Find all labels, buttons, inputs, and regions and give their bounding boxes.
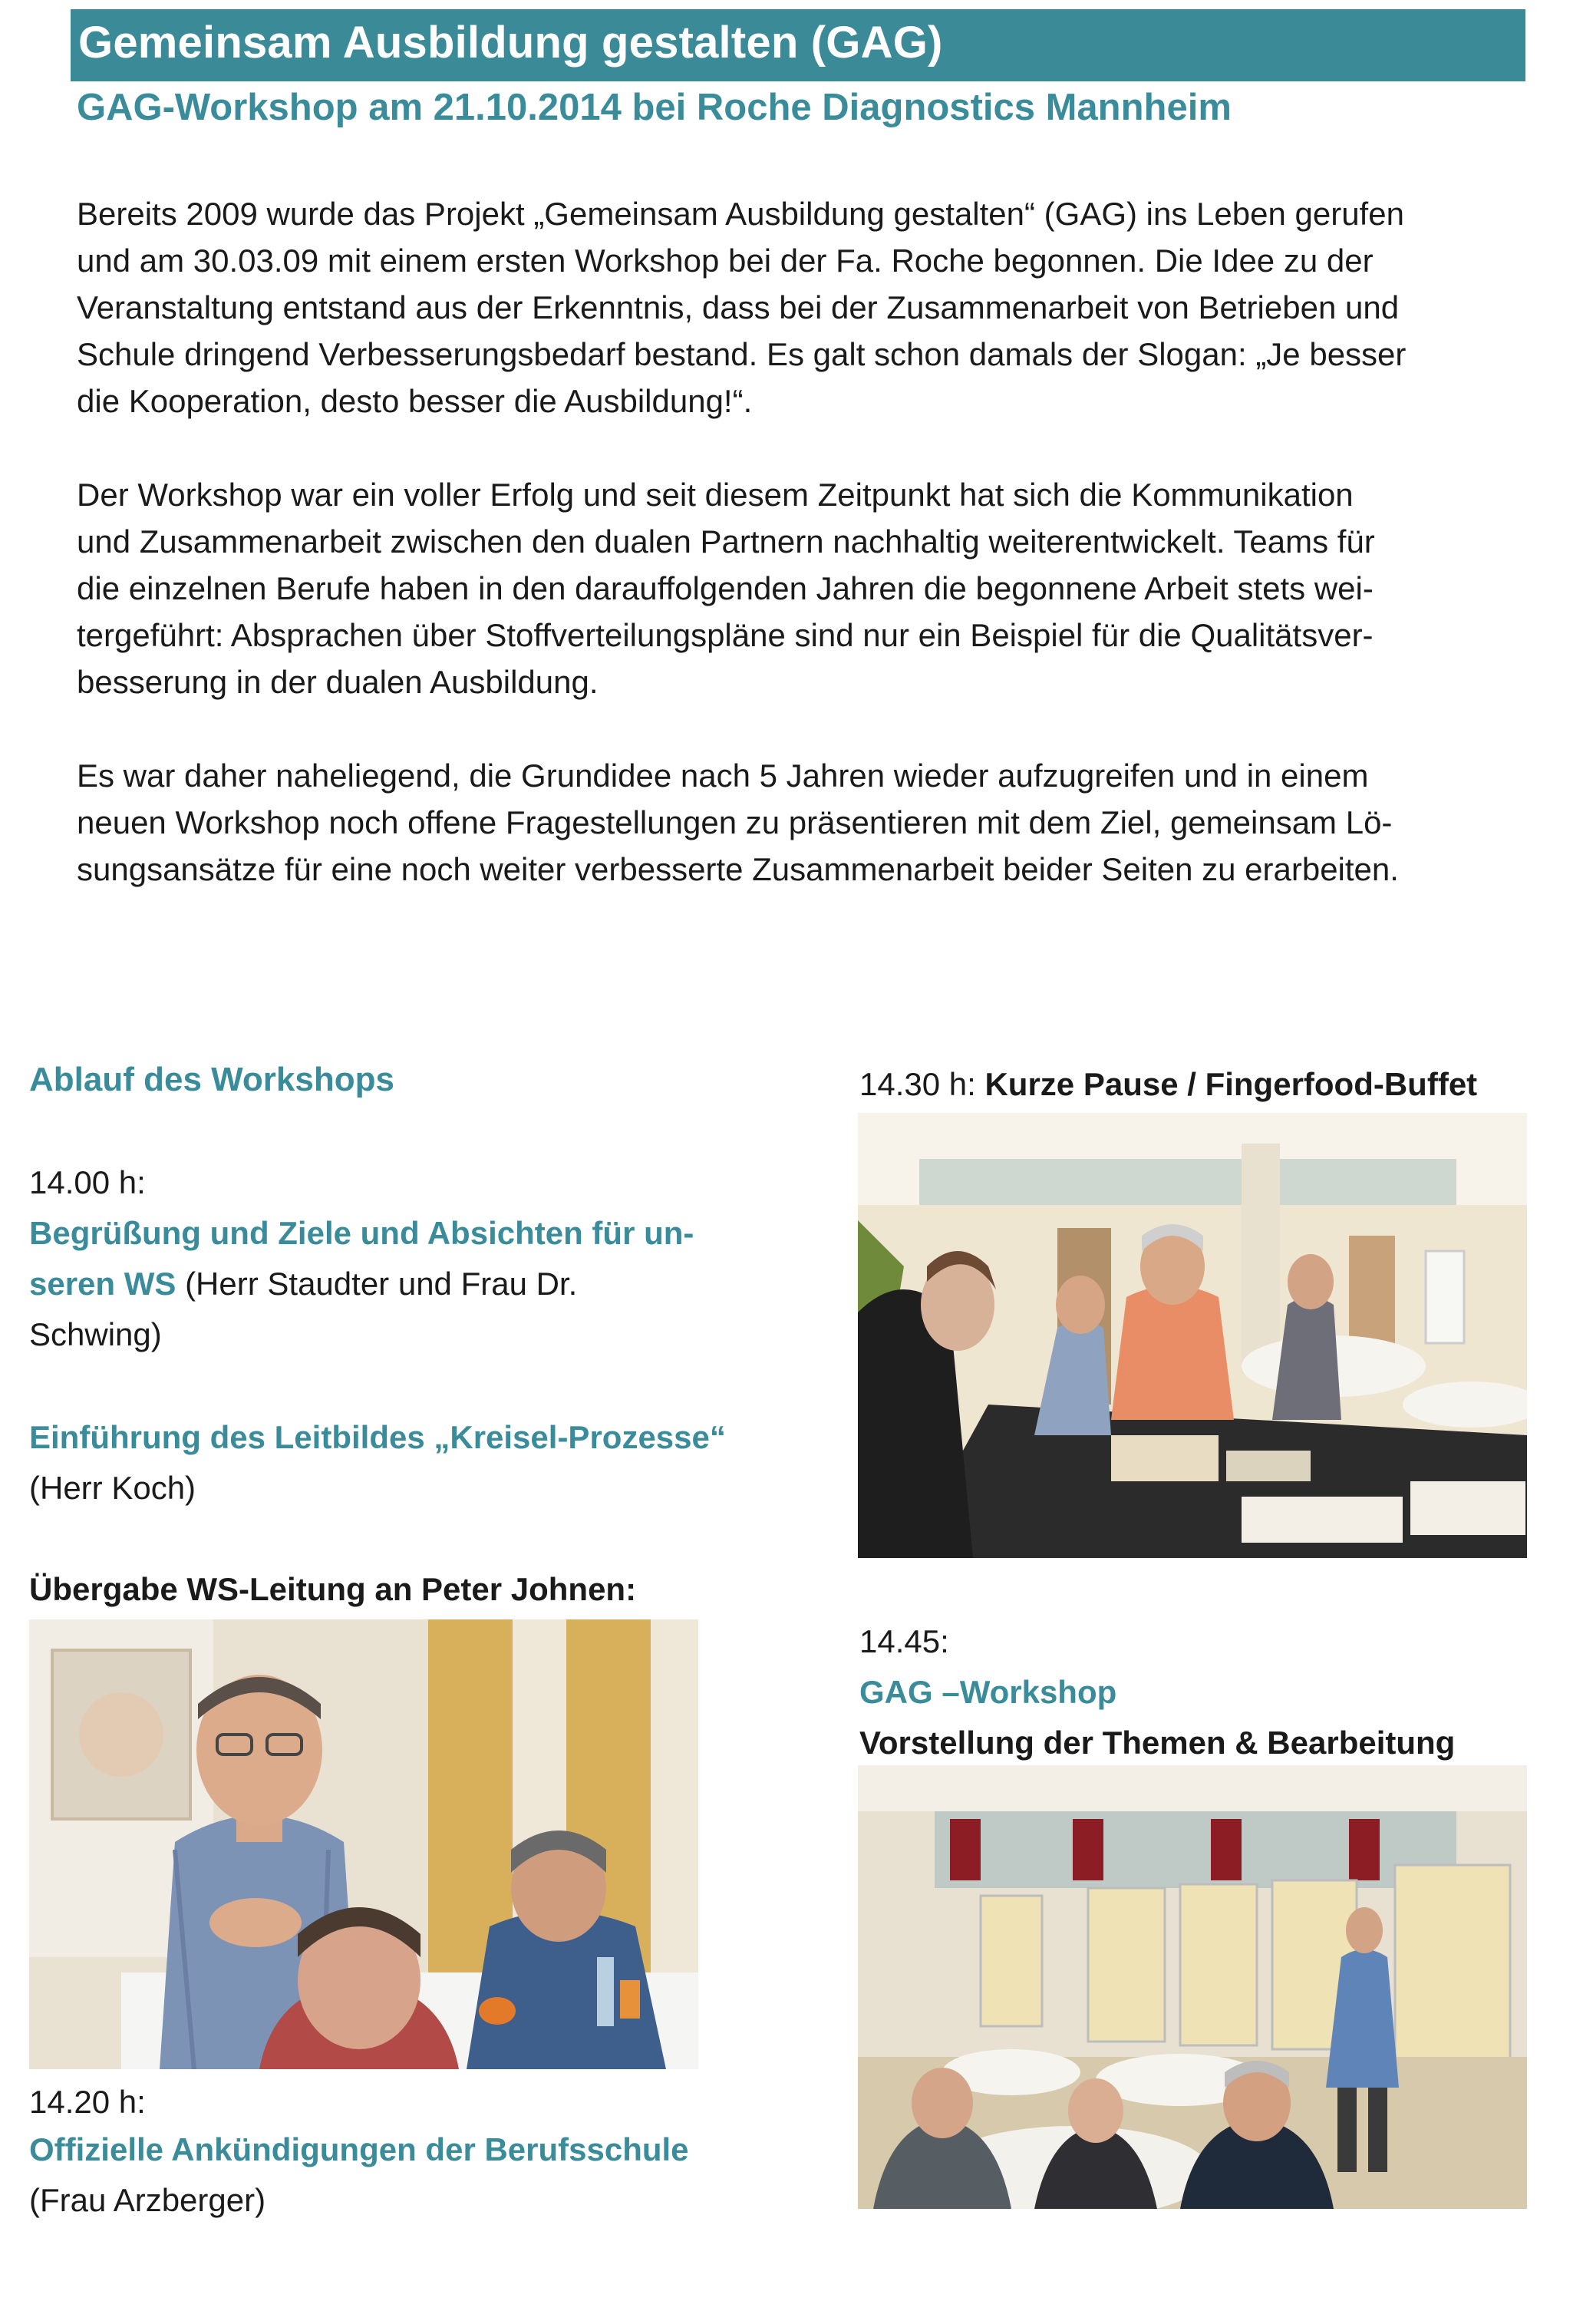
photo-workshop (858, 1765, 1527, 2209)
handover-label: Übergabe WS-Leitung an Peter Johnen: (29, 1571, 637, 1607)
photo-speaker-illustration (29, 1619, 698, 2069)
photo-speaker (29, 1619, 698, 2069)
workshop-title: GAG –Workshop (859, 1674, 1117, 1710)
page-title: Gemeinsam Ausbildung gestalten (GAG) (78, 18, 943, 68)
page-subtitle: GAG-Workshop am 21.10.2014 bei Roche Diagnostics Mannheim (77, 87, 1232, 128)
photo-buffet (858, 1113, 1527, 1558)
welcome-speakers-cont: Schwing) (29, 1316, 162, 1352)
leitbild-title: Einführung des Leitbildes „Kreisel-Prozesse“ (29, 1419, 726, 1455)
text-line: Veranstaltung entstand aus der Erkenntnis, dass bei der Zusammenarbeit von Betrieben und (77, 289, 1400, 325)
time-1445: 14.45: (859, 1623, 949, 1659)
workshop-subtitle: Vorstellung der Themen & Bearbeitung (859, 1725, 1456, 1761)
photo-workshop-illustration (858, 1765, 1527, 2209)
welcome-title-line1: Begrüßung und Ziele und Absichten für un- (29, 1215, 694, 1251)
intro-text (77, 190, 1535, 939)
agenda-item-workshop (859, 1667, 1550, 1768)
text-line: besserung in der dualen Ausbildung. (77, 664, 599, 700)
agenda-item-leitbild (29, 1412, 796, 1514)
photo-buffet-illustration (858, 1113, 1527, 1558)
text-line: Schule dringend Verbesserungsbedarf bestand. Es galt schon damals der Slogan: „Je besser (77, 336, 1407, 372)
welcome-speakers: (Herr Staudter und Frau Dr. (176, 1266, 578, 1302)
title-banner (71, 9, 1525, 81)
intro-paragraph-1 (77, 190, 1535, 424)
pause-title: Kurze Pause / Fingerfood-Buffet (984, 1066, 1478, 1102)
leitbild-speaker: (Herr Koch) (29, 1470, 196, 1506)
text-line: und Zusammenarbeit zwischen den dualen Partnern nachhaltig weiterentwickelt. Teams für (77, 523, 1375, 560)
time-1420: 14.20 h: (29, 2084, 146, 2120)
text-line: neuen Workshop noch offene Fragestellungen zu präsentieren mit dem Ziel, gemeinsam Lö- (77, 804, 1393, 840)
text-line: Bereits 2009 wurde das Projekt „Gemeinsam Ausbildung gestalten“ (GAG) ins Leben gerufen (77, 196, 1404, 232)
agenda-item-welcome (29, 1208, 796, 1360)
berufsschule-speaker: (Frau Arzberger) (29, 2182, 266, 2218)
text-line: sungsansätze für eine noch weiter verbesserte Zusammenarbeit beider Seiten zu erarbeiten. (77, 851, 1399, 887)
agenda-item-pause (859, 1059, 1477, 1110)
agenda-heading: Ablauf des Workshops (29, 1061, 394, 1098)
intro-paragraph-3 (77, 752, 1535, 893)
intro-paragraph-2 (77, 471, 1535, 705)
welcome-title-line2: seren WS (29, 1266, 176, 1302)
text-line: die Kooperation, desto besser die Ausbildung!“. (77, 383, 753, 419)
text-line: die einzelnen Berufe haben in den darauffolgenden Jahren die begonnene Arbeit stets wei- (77, 570, 1374, 606)
text-line: Es war daher naheliegend, die Grundidee nach 5 Jahren wieder aufzugreifen und in einem (77, 758, 1369, 794)
text-line: und am 30.03.09 mit einem ersten Workshop bei der Fa. Roche begonnen. Die Idee zu der (77, 243, 1374, 279)
text-line: tergeführt: Absprachen über Stoffverteilungspläne sind nur ein Beispiel für die Qualitätsver- (77, 617, 1374, 653)
agenda-item-berufsschule (29, 2124, 796, 2226)
time-1430: 14.30 h: (859, 1066, 985, 1102)
berufsschule-title: Offizielle Ankündigungen der Berufsschule (29, 2131, 689, 2167)
text-line: Der Workshop war ein voller Erfolg und seit diesem Zeitpunkt hat sich die Kommunikation (77, 477, 1354, 513)
time-1400: 14.00 h: (29, 1164, 146, 1200)
